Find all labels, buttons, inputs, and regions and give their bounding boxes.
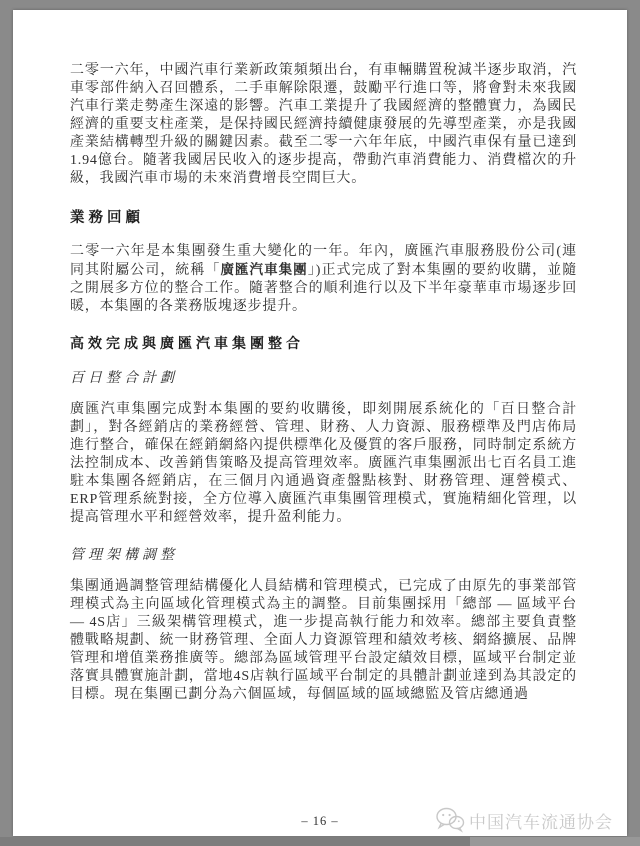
subtitle-structure-adjustment: 管理架構調整 bbox=[70, 548, 178, 563]
paragraph-hundred-day-plan: 廣匯汽車集團完成對本集團的要約收購後，即刻開展系統化的「百日整合計劃」，對各經銷店的業務經營、管理、財務、人力資源、服務標準及門店佈局進行整合，確保在經銷網絡內提供標準化及優質的客戶服務，同時制定系統方法控制成本、改善銷售策略及提高管理效率。廣匯汽車集團派出七百名員工進駐本集團各經銷店，在三個月內通過資產盤點核對、財務管理、運營模式、ERP管理系統對接，全方位導入廣匯汽車集團管理模式，實施精細化管理，以提高管理水平和經營效率，提升盈利能力。 bbox=[70, 402, 577, 525]
subtitle-hundred-day-plan: 百日整合計劃 bbox=[70, 371, 178, 386]
company-name-bold: 廣匯汽車集團 bbox=[220, 262, 308, 277]
subsection-heading-integration: 高效完成與廣匯汽車集團整合 bbox=[70, 335, 304, 351]
bottom-edge-bar-light bbox=[470, 837, 640, 846]
paragraph-segment-before: 二零一六年是本集團發生重大變化的一年。年內，廣匯汽車服務股份公司(連同其附屬公司，統稱「 bbox=[70, 244, 577, 278]
section-heading-business-review: 業務回顧 bbox=[70, 210, 144, 226]
paragraph-segment-after: 」)正式完成了對本集團的要約收購，並隨之開展多方位的整合工作。隨著整合的順利進行以及下半年豪華車市場逐步回暖，本集團的各業務版塊逐步提升。 bbox=[70, 263, 577, 314]
watermark bbox=[435, 806, 613, 834]
watermark-text: 中国汽车流通协会 bbox=[469, 812, 613, 832]
page-content bbox=[13, 10, 627, 704]
wechat-icon bbox=[435, 806, 465, 834]
paragraph-year-overview bbox=[70, 243, 577, 316]
page-number: – 16 – bbox=[301, 814, 339, 828]
paragraph-structure-adjustment: 集團通過調整管理結構優化人員結構和管理模式，已完成了由原先的事業部管理模式為主向區域化管理模式為主的調整。目前集團採用「總部 — 區域平台 — 4S店」三級架構管理模式，進一步提高執行能力和效率。總部主要負責整體戰略規劃、統一財務管理、全面人力資源管理和績效考核、網絡擴展、品牌管理和增值業務推廣等。總部為區域管理平台設定績效目標，區域平台制定並落實具體實施計劃，當地4S店執行區域平台制定的具體計劃並達到為其設定的目標。現在集團已劃分為六個區域，每個區域的區域總監及管店總通過 bbox=[70, 579, 577, 702]
paragraph-industry-policy: 二零一六年，中國汽車行業新政策頻頻出台，有車輛購置稅減半逐步取消，汽車零部件納入召回體系，二手車解除限遷，鼓勵平行進口等，將會對未來我國汽車行業走勢產生深遠的影響。汽車工業提升了我國經濟的整體實力，為國民經濟的重要支柱產業，是保持國民經濟持續健康發展的先導型產業，亦是我國產業結構轉型升級的關鍵因素。截至二零一六年年底，中國汽車保有量已達到1.94億台。隨著我國居民收入的逐步提高，帶動汽車消費能力、消費檔次的升級，我國汽車市場的未來消費增長空間巨大。 bbox=[70, 63, 577, 186]
document-page bbox=[13, 10, 627, 836]
